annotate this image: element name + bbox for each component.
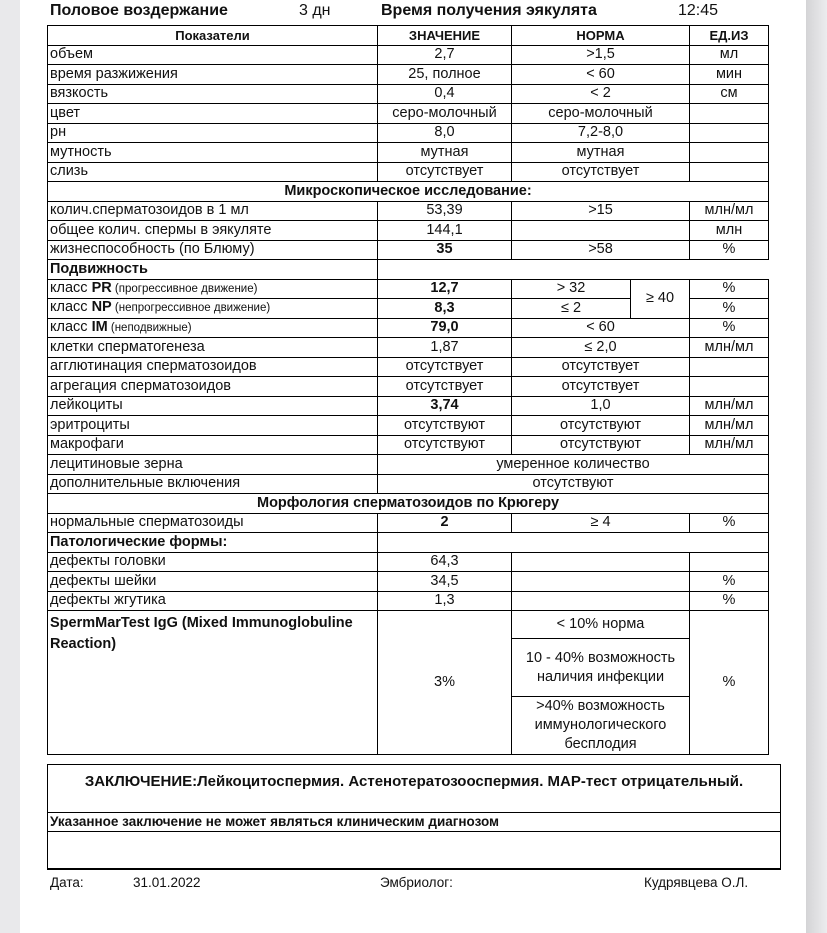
- table-row: общее колич. спермы в эякуляте 144,1 млн: [48, 221, 769, 241]
- micro-section-title: Микроскопическое исследование:: [48, 182, 769, 202]
- abstinence-value: 3 дн: [299, 2, 331, 19]
- table-row: агрегация сперматозоидов отсутствует отсутствует: [48, 377, 769, 397]
- table-row: [48, 260, 769, 280]
- table-row: дефекты жгутика 1,3 %: [48, 591, 769, 611]
- table-row: жизнеспособность (по Блюму) 35 >58 %: [48, 240, 769, 260]
- table-row: дефекты головки 64,3: [48, 552, 769, 572]
- table-row: колич.сперматозоидов в 1 мл 53,39 >15 млн/мл: [48, 201, 769, 221]
- table-row: нормальные сперматозоиды 2 ≥ 4 %: [48, 513, 769, 533]
- table-row: слизь отсутствует отсутствует: [48, 162, 769, 182]
- table-row: класс IM (неподвижные) 79,0 < 60 %: [48, 318, 769, 338]
- table-header-row: [48, 26, 769, 46]
- divider: [48, 812, 780, 813]
- motility-im-label: класс IM (неподвижные): [48, 318, 378, 338]
- section-heading-row: [48, 494, 769, 514]
- mar-test-row: >40% возможность иммунологического бесплодия: [48, 697, 769, 755]
- table-row: вязкость 0,4 < 2 см: [48, 84, 769, 104]
- table-row: дефекты шейки 34,5 %: [48, 572, 769, 592]
- conclusion-text: ЗАКЛЮЧЕНИЕ:Лейкоцитоспермия. Астенотератозооспермия. МАР-тест отрицательный.: [84, 773, 744, 790]
- conclusion-box: [47, 764, 781, 890]
- mar-test-row: SpermMarTest IgG (Mixed Immunoglobuline Reaction) 3% < 10% норма %: [48, 611, 769, 639]
- pathology-title: Патологические формы:: [48, 533, 378, 553]
- table-row: эритроциты отсутствуют отсутствуют млн/мл: [48, 416, 769, 436]
- report-header: [50, 0, 730, 22]
- table-row: лейкоциты 3,74 1,0 млн/мл: [48, 396, 769, 416]
- table-row: [48, 533, 769, 553]
- embryologist-label: Эмбриолог:: [380, 875, 453, 890]
- table-row: класс NP (непрогрессивное движение) 8,3 ≤ 2 %: [48, 299, 769, 319]
- section-heading-row: [48, 182, 769, 202]
- table-row: время разжижения 25, полное < 60 мин: [48, 65, 769, 85]
- table-row: объем 2,7 >1,5 мл: [48, 45, 769, 65]
- col-norm: НОРМА: [512, 26, 690, 46]
- table-row: класс PR (прогрессивное движение) 12,7 > 32 ≥ 40 %: [48, 279, 769, 299]
- table-row: мутность мутная мутная: [48, 143, 769, 163]
- date-value: 31.01.2022: [133, 875, 201, 890]
- morph-section-title: Морфология сперматозоидов по Крюгеру: [48, 494, 769, 514]
- mar-test-row: 10 - 40% возможность наличия инфекции: [48, 639, 769, 697]
- table-row: лецитиновые зерна умеренное количество: [48, 455, 769, 475]
- collection-time-value: 12:45: [678, 2, 719, 19]
- table-row: агглютинация сперматозоидов отсутствует отсутствует: [48, 357, 769, 377]
- disclaimer-text: Указанное заключение не может являться клиническим диагнозом: [50, 814, 500, 829]
- table-row: макрофаги отсутствуют отсутствуют млн/мл: [48, 435, 769, 455]
- table-row: рн 8,0 7,2-8,0: [48, 123, 769, 143]
- table-row: дополнительные включения отсутствуют: [48, 474, 769, 494]
- embryologist-name: Кудрявцева О.Л.: [644, 875, 749, 890]
- abstinence-label: Половое воздержание: [50, 2, 228, 19]
- collection-time-label: Время получения эякулята: [381, 2, 597, 19]
- mar-test-name: SpermMarTest IgG (Mixed Immunoglobuline Reaction): [48, 611, 378, 755]
- motility-np-label: класс NP (непрогрессивное движение): [48, 299, 378, 319]
- table-row: цвет серо-молочный серо-молочный: [48, 104, 769, 124]
- combined-norm: ≥ 40: [631, 279, 690, 318]
- date-label: Дата:: [50, 875, 84, 890]
- motility-pr-label: класс PR (прогрессивное движение): [48, 279, 378, 299]
- page-edge-shadow: [806, 0, 827, 933]
- divider: [48, 831, 780, 832]
- mar-test-value: 3%: [378, 611, 512, 755]
- results-table: [47, 25, 769, 755]
- motility-title: Подвижность: [48, 260, 378, 280]
- table-row: клетки сперматогенеза 1,87 ≤ 2,0 млн/мл: [48, 338, 769, 358]
- col-indicator: Показатели: [48, 26, 378, 46]
- col-unit: ЕД.ИЗ: [690, 26, 769, 46]
- col-value: ЗНАЧЕНИЕ: [378, 26, 512, 46]
